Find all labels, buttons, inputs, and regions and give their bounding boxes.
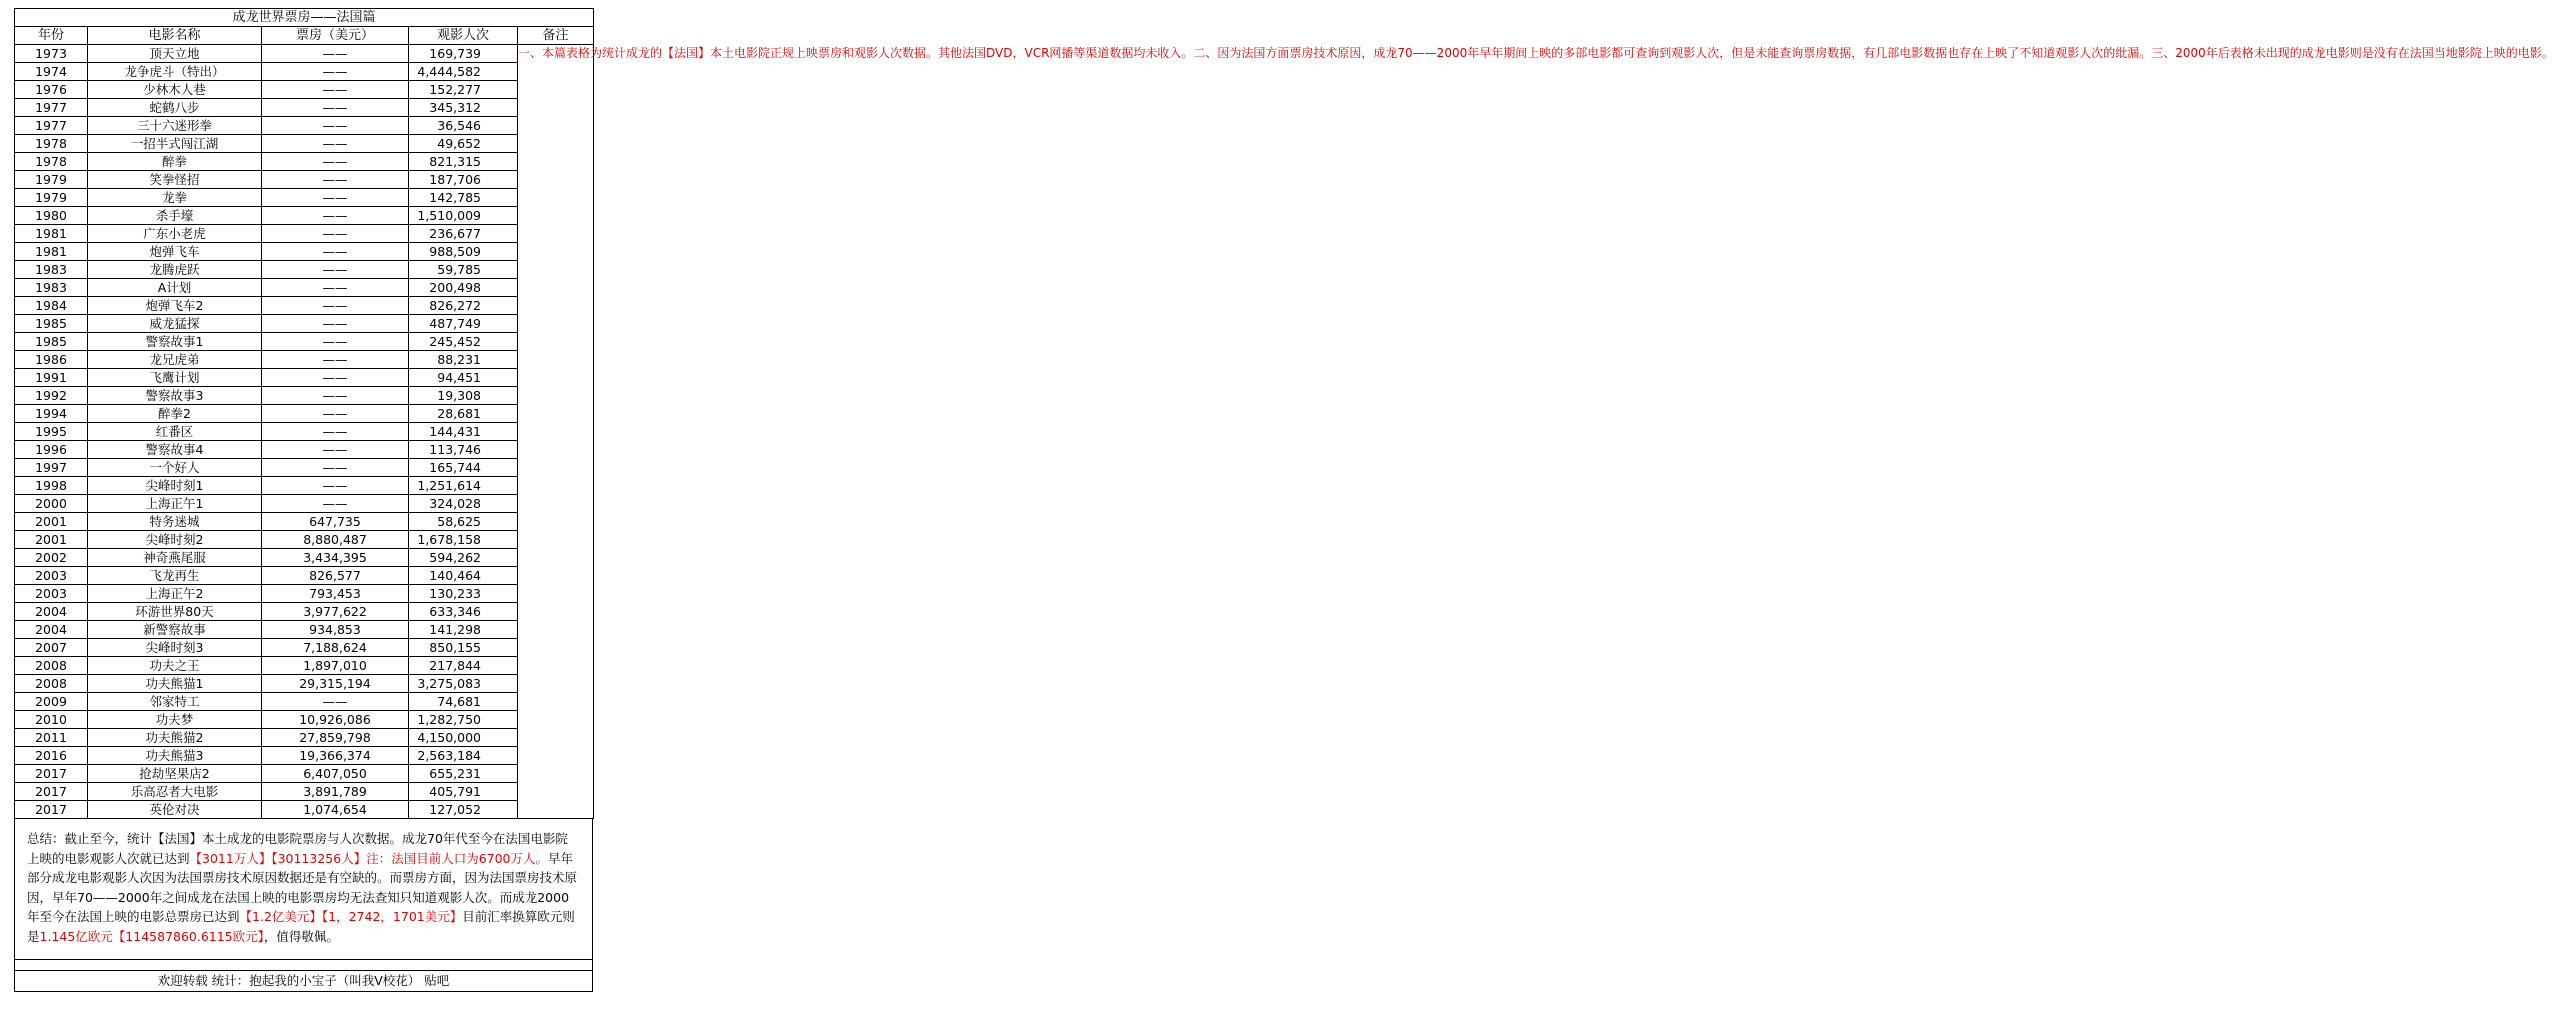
table-row (15, 387, 594, 405)
cell-audience: 487,749 (409, 315, 518, 333)
header-box-office: 票房（美元） (262, 27, 409, 45)
table-row (15, 423, 594, 441)
cell-year: 1992 (15, 387, 88, 405)
cell-year: 1978 (15, 153, 88, 171)
cell-audience: 152,277 (409, 81, 518, 99)
cell-film: 顶天立地 (88, 45, 262, 63)
cell-audience: 74,681 (409, 693, 518, 711)
cell-audience: 1,251,614 (409, 477, 518, 495)
cell-film: 上海正午1 (88, 495, 262, 513)
cell-audience: 594,262 (409, 549, 518, 567)
cell-box-office: —— (262, 459, 409, 477)
cell-audience: 2,563,184 (409, 747, 518, 765)
footer-credit: 欢迎转载 统计：抱起我的小宝子（叫我V校花） 贴吧 (14, 971, 593, 992)
cell-audience: 1,678,158 (409, 531, 518, 549)
cell-film: 红番区 (88, 423, 262, 441)
table-row (15, 657, 594, 675)
cell-box-office: 647,735 (262, 513, 409, 531)
cell-box-office: —— (262, 369, 409, 387)
cell-year: 1998 (15, 477, 88, 495)
cell-year: 2017 (15, 765, 88, 783)
cell-year: 1977 (15, 117, 88, 135)
cell-film: 功夫之王 (88, 657, 262, 675)
summary-part-4: ，值得敬佩。 (263, 928, 339, 944)
cell-box-office: 1,074,654 (262, 801, 409, 819)
cell-film: 邻家特工 (88, 693, 262, 711)
cell-box-office: 934,853 (262, 621, 409, 639)
cell-audience: 94,451 (409, 369, 518, 387)
cell-film: 蛇鹤八步 (88, 99, 262, 117)
table-row (15, 675, 594, 693)
cell-audience: 36,546 (409, 117, 518, 135)
cell-box-office: 10,926,086 (262, 711, 409, 729)
cell-film: 警察故事4 (88, 441, 262, 459)
table-row (15, 315, 594, 333)
cell-year: 1978 (15, 135, 88, 153)
summary-part-1: 总结：截止至今，统计【法国】本土成龙的电影院票房与人次数据。成龙70年代至今在法国电影院上映的电影观影人次就已达到 (27, 831, 568, 866)
summary-block (14, 819, 593, 960)
summary-part-3: 目前汇率换算欧元则是 (27, 909, 575, 944)
cell-box-office: —— (262, 477, 409, 495)
cell-film: 一招半式闯江湖 (88, 135, 262, 153)
cell-film: 少林木人巷 (88, 81, 262, 99)
cell-box-office: —— (262, 81, 409, 99)
table-row (15, 279, 594, 297)
cell-year: 2008 (15, 657, 88, 675)
cell-year: 1985 (15, 333, 88, 351)
cell-box-office: 27,859,798 (262, 729, 409, 747)
summary-highlight-usd: 【1.2亿美元】【1，2742，1701美元】 (239, 909, 463, 924)
cell-film: 尖峰时刻2 (88, 531, 262, 549)
notes-cell: 一、本篇表格为统计成龙的【法国】本土电影院正规上映票房和观影人次数据。其他法国DVD，VCR网播等渠道数据均未收入。二、因为法国方面票房技术原因，成龙70——2000年早年期间上映的多部电影都可查询到观影人次，但是未能查询票房数据，有几部电影数据也存在上映了不知道观影人次的纰漏。三、2000年后表格未出现的成龙电影则是没有在法国当地影院上映的电影。 (518, 45, 594, 819)
table-row (15, 225, 594, 243)
cell-year: 1977 (15, 99, 88, 117)
cell-audience: 141,298 (409, 621, 518, 639)
cell-audience: 169,739 (409, 45, 518, 63)
cell-year: 2010 (15, 711, 88, 729)
table-row (15, 477, 594, 495)
cell-year: 2017 (15, 801, 88, 819)
box-office-table (14, 8, 2554, 819)
table-row (15, 693, 594, 711)
cell-film: 神奇燕尾服 (88, 549, 262, 567)
cell-film: 上海正午2 (88, 585, 262, 603)
cell-film: 警察故事3 (88, 387, 262, 405)
cell-film: 龙腾虎跃 (88, 261, 262, 279)
cell-audience: 1,282,750 (409, 711, 518, 729)
cell-year: 2017 (15, 783, 88, 801)
table-row (15, 243, 594, 261)
table-row (15, 333, 594, 351)
cell-audience: 142,785 (409, 189, 518, 207)
cell-film: 功夫熊猫3 (88, 747, 262, 765)
cell-year: 2009 (15, 693, 88, 711)
cell-box-office: —— (262, 405, 409, 423)
cell-year: 2001 (15, 513, 88, 531)
table-row (15, 513, 594, 531)
cell-year: 2008 (15, 675, 88, 693)
cell-box-office: 8,880,487 (262, 531, 409, 549)
cell-film: 功夫熊猫1 (88, 675, 262, 693)
table-row (15, 153, 594, 171)
cell-audience: 130,233 (409, 585, 518, 603)
cell-box-office: —— (262, 189, 409, 207)
cell-audience: 655,231 (409, 765, 518, 783)
cell-film: 警察故事1 (88, 333, 262, 351)
cell-film: 威龙猛探 (88, 315, 262, 333)
cell-box-office: 826,577 (262, 567, 409, 585)
table-row (15, 63, 594, 81)
cell-box-office: —— (262, 99, 409, 117)
cell-audience: 245,452 (409, 333, 518, 351)
cell-box-office: —— (262, 243, 409, 261)
cell-film: 飞鹰计划 (88, 369, 262, 387)
cell-audience: 200,498 (409, 279, 518, 297)
cell-year: 1981 (15, 225, 88, 243)
cell-box-office: —— (262, 333, 409, 351)
table-row (15, 711, 594, 729)
cell-audience: 236,677 (409, 225, 518, 243)
cell-year: 1981 (15, 243, 88, 261)
header-row (15, 27, 594, 45)
header-audience: 观影人次 (409, 27, 518, 45)
table-row (15, 261, 594, 279)
cell-box-office: —— (262, 171, 409, 189)
cell-audience: 144,431 (409, 423, 518, 441)
table-row (15, 729, 594, 747)
cell-film: 尖峰时刻3 (88, 639, 262, 657)
table-row (15, 603, 594, 621)
table-row (15, 189, 594, 207)
cell-year: 2001 (15, 531, 88, 549)
table-row (15, 639, 594, 657)
cell-box-office: 19,366,374 (262, 747, 409, 765)
table-row (15, 369, 594, 387)
cell-year: 1985 (15, 315, 88, 333)
table-row (15, 765, 594, 783)
cell-year: 1994 (15, 405, 88, 423)
cell-box-office: —— (262, 135, 409, 153)
cell-year: 1984 (15, 297, 88, 315)
cell-year: 1974 (15, 63, 88, 81)
table-row (15, 441, 594, 459)
table-row (15, 45, 594, 63)
cell-box-office: —— (262, 297, 409, 315)
cell-box-office: —— (262, 495, 409, 513)
cell-film: 炮弹飞车 (88, 243, 262, 261)
table-row (15, 99, 594, 117)
cell-audience: 324,028 (409, 495, 518, 513)
cell-audience: 217,844 (409, 657, 518, 675)
cell-film: 杀手壕 (88, 207, 262, 225)
spacer-row (14, 960, 593, 971)
cell-film: 广东小老虎 (88, 225, 262, 243)
summary-part-2: 早年部分成龙电影观影人次因为法国票房技术原因数据还是有空缺的。而票房方面，因为法国票房技术原因，早年70——2000年之间成龙在法国上映的电影票房均无法查知只知道观影人次。而成龙2000年至今在法国上映的电影总票房已达到 (27, 850, 578, 924)
cell-box-office: —— (262, 423, 409, 441)
cell-film: 一个好人 (88, 459, 262, 477)
cell-box-office: —— (262, 315, 409, 333)
cell-film: 新警察故事 (88, 621, 262, 639)
cell-box-office: —— (262, 63, 409, 81)
cell-box-office: —— (262, 693, 409, 711)
cell-year: 1979 (15, 171, 88, 189)
cell-audience: 4,150,000 (409, 729, 518, 747)
table-row (15, 549, 594, 567)
table-row (15, 531, 594, 549)
cell-box-office: —— (262, 153, 409, 171)
cell-box-office: —— (262, 225, 409, 243)
cell-audience: 826,272 (409, 297, 518, 315)
cell-film: 特务迷城 (88, 513, 262, 531)
table-row (15, 495, 594, 513)
cell-audience: 113,746 (409, 441, 518, 459)
summary-text (15, 819, 592, 946)
cell-film: 炮弹飞车2 (88, 297, 262, 315)
cell-audience: 19,308 (409, 387, 518, 405)
cell-year: 1991 (15, 369, 88, 387)
cell-year: 2003 (15, 567, 88, 585)
cell-film: 功夫梦 (88, 711, 262, 729)
cell-box-office: —— (262, 207, 409, 225)
cell-audience: 821,315 (409, 153, 518, 171)
cell-box-office: 6,407,050 (262, 765, 409, 783)
cell-year: 1996 (15, 441, 88, 459)
cell-year: 1997 (15, 459, 88, 477)
cell-box-office: 793,453 (262, 585, 409, 603)
cell-year: 1983 (15, 279, 88, 297)
cell-film: 抢劫坚果店2 (88, 765, 262, 783)
cell-audience: 127,052 (409, 801, 518, 819)
cell-audience: 165,744 (409, 459, 518, 477)
cell-year: 2016 (15, 747, 88, 765)
cell-year: 1973 (15, 45, 88, 63)
cell-audience: 4,444,582 (409, 63, 518, 81)
cell-audience: 88,231 (409, 351, 518, 369)
header-notes: 备注 (518, 27, 594, 45)
table-row (15, 783, 594, 801)
cell-audience: 58,625 (409, 513, 518, 531)
table-row (15, 207, 594, 225)
header-year: 年份 (15, 27, 88, 45)
cell-box-office: —— (262, 279, 409, 297)
cell-audience: 988,509 (409, 243, 518, 261)
cell-audience: 187,706 (409, 171, 518, 189)
cell-film: 三十六迷形拳 (88, 117, 262, 135)
table-row (15, 351, 594, 369)
cell-film: 尖峰时刻1 (88, 477, 262, 495)
cell-film: A计划 (88, 279, 262, 297)
cell-audience: 633,346 (409, 603, 518, 621)
cell-film: 乐高忍者大电影 (88, 783, 262, 801)
table-row (15, 567, 594, 585)
cell-year: 1983 (15, 261, 88, 279)
summary-highlight-audience: 【3011万人】【30113256人】注：法国目前人口为6700万人。 (189, 850, 549, 866)
stats-sheet (14, 8, 2554, 992)
cell-year: 2004 (15, 603, 88, 621)
cell-film: 醉拳2 (88, 405, 262, 423)
cell-audience: 49,652 (409, 135, 518, 153)
cell-box-office: —— (262, 351, 409, 369)
cell-box-office: 7,188,624 (262, 639, 409, 657)
cell-audience: 59,785 (409, 261, 518, 279)
cell-box-office: 3,977,622 (262, 603, 409, 621)
table-row (15, 585, 594, 603)
cell-year: 2000 (15, 495, 88, 513)
table-row (15, 81, 594, 99)
table-row (15, 801, 594, 819)
cell-box-office: —— (262, 261, 409, 279)
table-row (15, 117, 594, 135)
summary-highlight-eur: 1.145亿欧元【114587860.6115欧元】 (39, 928, 264, 944)
cell-film: 笑拳怪招 (88, 171, 262, 189)
cell-film: 环游世界80天 (88, 603, 262, 621)
cell-audience: 850,155 (409, 639, 518, 657)
cell-audience: 140,464 (409, 567, 518, 585)
table-row (15, 621, 594, 639)
table-row (15, 747, 594, 765)
cell-box-office: —— (262, 117, 409, 135)
table-title: 成龙世界票房——法国篇 (15, 9, 594, 27)
cell-audience: 28,681 (409, 405, 518, 423)
cell-year: 2003 (15, 585, 88, 603)
table-row (15, 171, 594, 189)
cell-audience: 405,791 (409, 783, 518, 801)
table-row (15, 459, 594, 477)
cell-year: 1979 (15, 189, 88, 207)
cell-film: 醉拳 (88, 153, 262, 171)
cell-box-office: 1,897,010 (262, 657, 409, 675)
cell-box-office: 3,434,395 (262, 549, 409, 567)
cell-box-office: —— (262, 441, 409, 459)
cell-year: 1986 (15, 351, 88, 369)
cell-box-office: 29,315,194 (262, 675, 409, 693)
cell-audience: 1,510,009 (409, 207, 518, 225)
cell-year: 1980 (15, 207, 88, 225)
cell-box-office: —— (262, 45, 409, 63)
table-row (15, 135, 594, 153)
cell-film: 飞龙再生 (88, 567, 262, 585)
cell-year: 2011 (15, 729, 88, 747)
cell-film: 龙拳 (88, 189, 262, 207)
cell-film: 功夫熊猫2 (88, 729, 262, 747)
cell-year: 2007 (15, 639, 88, 657)
cell-box-office: 3,891,789 (262, 783, 409, 801)
table-row (15, 297, 594, 315)
cell-year: 2002 (15, 549, 88, 567)
table-row (15, 405, 594, 423)
cell-year: 2004 (15, 621, 88, 639)
cell-audience: 345,312 (409, 99, 518, 117)
cell-audience: 3,275,083 (409, 675, 518, 693)
header-film: 电影名称 (88, 27, 262, 45)
cell-film: 龙兄虎弟 (88, 351, 262, 369)
cell-film: 英伦对决 (88, 801, 262, 819)
cell-year: 1995 (15, 423, 88, 441)
cell-film: 龙争虎斗（特出） (88, 63, 262, 81)
cell-box-office: —— (262, 387, 409, 405)
cell-year: 1976 (15, 81, 88, 99)
